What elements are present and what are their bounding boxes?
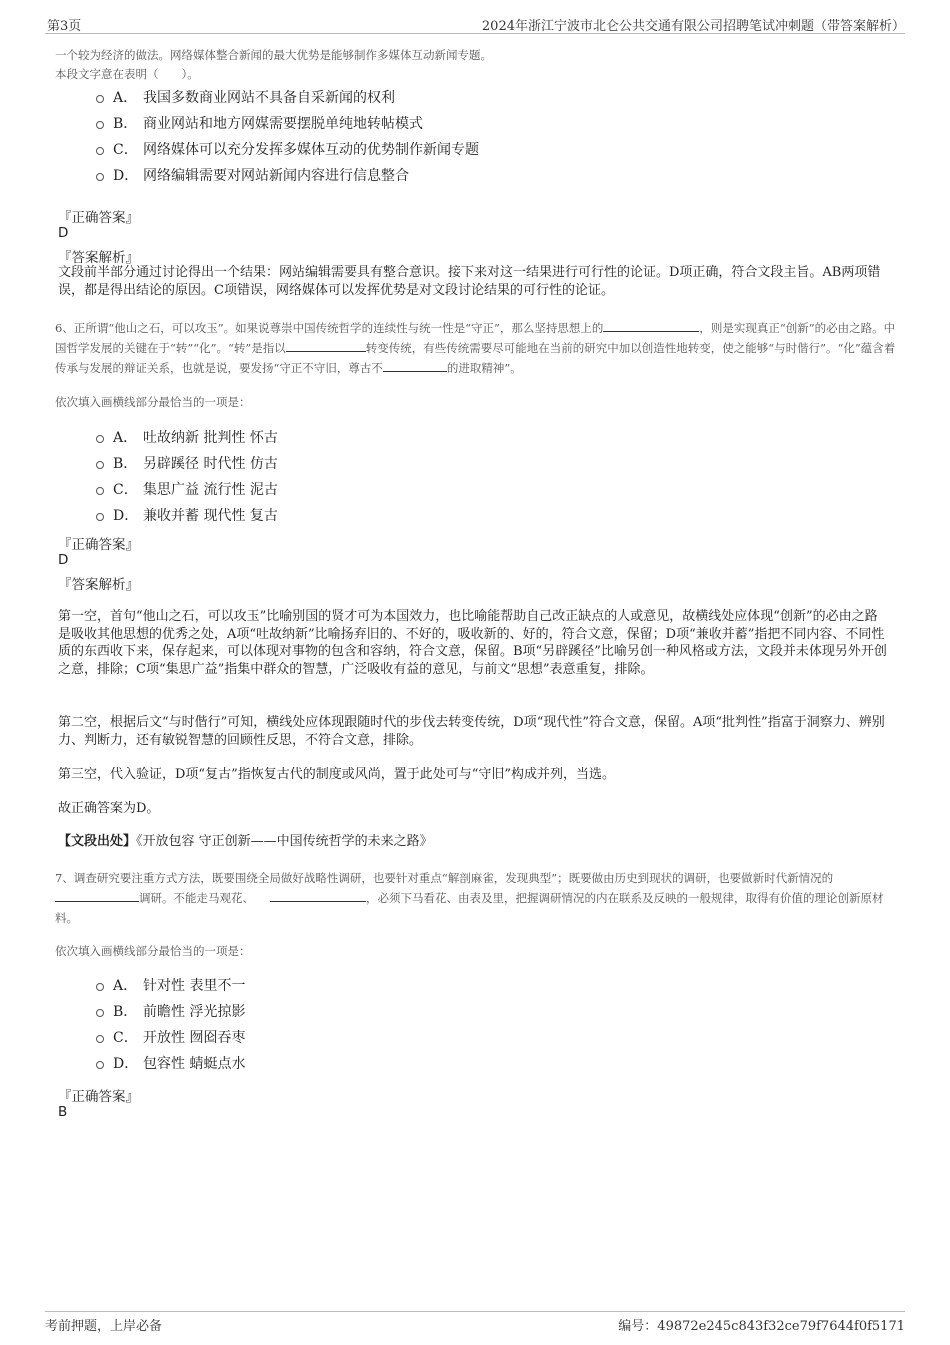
footer-serial: 编号：49872e245c843f32ce79f7644f0f5171	[618, 1319, 905, 1334]
blank-1	[55, 889, 139, 902]
q6-analysis-2: 第二空，根据后文“与时偕行”可知，横线处应体现跟随时代的步伐去转变传统，D项“现代性”符合文意，保留。A项“批判性”指富于洞察力、辨别力、判断力，还有敏锐智慧的回顾性反思，不符合文意，排除。	[58, 715, 885, 748]
q6-answer-label: 『正确答案』	[58, 537, 139, 553]
q5-options	[96, 84, 479, 188]
page-header	[45, 13, 905, 34]
q7-stem: 7、调查研究要注重方式方法，既要围绕全局做好战略性调研，也要针对重点“解剖麻雀，发现典型”；既要做由历史到现状的调研，也要做新时代新情况的调研。不能走马观花、 ，必须下马看花、由表及里，把握调研情况的内在联系及反映的一般规律，取得有价值的理论创新原材料。	[55, 871, 884, 925]
q6-option-c[interactable]: C． 集思广益 流行性 泥古	[96, 476, 278, 502]
q7-option-b[interactable]: B． 前瞻性 浮光掠影	[96, 998, 245, 1024]
q6-source-text: 《开放包容 守正创新——中国传统哲学的未来之路》	[136, 834, 433, 849]
radio-icon[interactable]	[96, 173, 104, 181]
q5-option-d[interactable]: D． 网络编辑需要对网站新闻内容进行信息整合	[96, 162, 479, 188]
q5-stem-tail: 一个较为经济的做法。网络媒体整合新闻的最大优势是能够制作多媒体互动新闻专题。	[55, 48, 492, 62]
radio-icon[interactable]	[96, 1009, 104, 1017]
radio-icon[interactable]	[96, 435, 104, 443]
q6-source-label: 【文段出处】	[58, 834, 137, 849]
q6-analysis-3: 第三空，代入验证，D项“复古”指恢复古代的制度或风尚，置于此处可与“守旧”构成并列，当选。	[58, 767, 616, 782]
q6-option-d[interactable]: D． 兼收并蓄 现代性 复古	[96, 502, 278, 528]
radio-icon[interactable]	[96, 95, 104, 103]
q7-answer-label: 『正确答案』	[58, 1089, 139, 1105]
q7-prompt: 依次填入画横线部分最恰当的一项是：	[55, 944, 251, 958]
radio-icon[interactable]	[96, 147, 104, 155]
q5-answer: D	[58, 225, 69, 241]
radio-icon[interactable]	[96, 121, 104, 129]
radio-icon[interactable]	[96, 513, 104, 521]
q6-analysis-4: 故正确答案为D。	[58, 801, 160, 816]
blank-2	[286, 339, 366, 352]
q6-stem: 6、正所谓“他山之石，可以攻玉”。如果说尊崇中国传统哲学的连续性与统一性是“守正”，那么坚持思想上的 ，则是实现真正“创新”的必由之路。中国哲学发展的关键在于“转”“化”。“转”是指以 转变传统，有些传统需要尽可能地在当前的研究中加以创造性地转变，使之能够“与时偕行”。“化”蕴含着传承与发展的辩证关系，也就是说，要发扬“守正不守旧，尊古不 的进取精神”。	[55, 321, 896, 375]
blank-3	[383, 359, 447, 372]
q5-answer-label: 『正确答案』	[58, 210, 139, 226]
blank-2	[270, 889, 366, 902]
radio-icon[interactable]	[96, 487, 104, 495]
radio-icon[interactable]	[96, 461, 104, 469]
page-number: 第3页	[47, 19, 82, 34]
q5-prompt: 本段文字意在表明（ ）。	[55, 67, 199, 81]
q6-source	[58, 833, 433, 851]
page-footer	[45, 1311, 905, 1336]
q7-option-c[interactable]: C． 开放性 囫囵吞枣	[96, 1024, 245, 1050]
document-title: 2024年浙江宁波市北仑公共交通有限公司招聘笔试冲刺题（带答案解析）	[481, 19, 905, 34]
q7-options	[96, 972, 245, 1076]
q5-analysis: 文段前半部分通过讨论得出一个结果：网站编辑需要具有整合意识。接下来对这一结果进行可行性的论证。D项正确，符合文段主旨。AB两项错误，都是得出结论的原因。C项错误，网络媒体可以发挥优势是对文段讨论结果的可行性的论证。	[58, 265, 881, 298]
q6-answer: D	[58, 552, 69, 568]
q5-option-b[interactable]: B． 商业网站和地方网媒需要摆脱单纯地转帖模式	[96, 110, 479, 136]
q6-option-a[interactable]: A． 吐故纳新 批判性 怀古	[96, 424, 278, 450]
q7-option-d[interactable]: D． 包容性 蜻蜓点水	[96, 1050, 245, 1076]
q6-option-b[interactable]: B． 另辟蹊径 时代性 仿古	[96, 450, 278, 476]
q7-answer: B	[58, 1104, 68, 1120]
q5-analysis-label: 『答案解析』	[58, 250, 139, 266]
q6-prompt: 依次填入画横线部分最恰当的一项是：	[55, 395, 251, 409]
radio-icon[interactable]	[96, 983, 104, 991]
q6-analysis-label: 『答案解析』	[58, 577, 139, 593]
q5-option-c[interactable]: C． 网络媒体可以充分发挥多媒体互动的优势制作新闻专题	[96, 136, 479, 162]
footer-slogan: 考前押题，上岸必备	[45, 1319, 163, 1334]
q6-analysis-1: 第一空，首句“他山之石，可以攻玉”比喻别国的贤才可为本国效力，也比喻能帮助自己改正缺点的人或意见，故横线处应体现“创新”的必由之路是吸收其他思想的优秀之处，A项“吐故纳新”比喻扬弃旧的、不好的，吸收新的、好的，符合文意，保留；D项“兼收并蓄”指把不同内容、不同性质的东西收下来，保存起来，可以体现对事物的包含和容纳，符合文意，保留。B项“另辟蹊径”比喻另创一种风格或方法，文段并未体现另外开创之意，排除；C项“集思广益”指集中群众的智慧，广泛吸收有益的意见，与前文“思想”表意重复，排除。	[58, 609, 887, 677]
blank-1	[603, 319, 699, 332]
q5-option-a[interactable]: A． 我国多数商业网站不具备自采新闻的权利	[96, 84, 479, 110]
q6-options	[96, 424, 278, 528]
radio-icon[interactable]	[96, 1061, 104, 1069]
radio-icon[interactable]	[96, 1035, 104, 1043]
q7-option-a[interactable]: A． 针对性 表里不一	[96, 972, 245, 998]
